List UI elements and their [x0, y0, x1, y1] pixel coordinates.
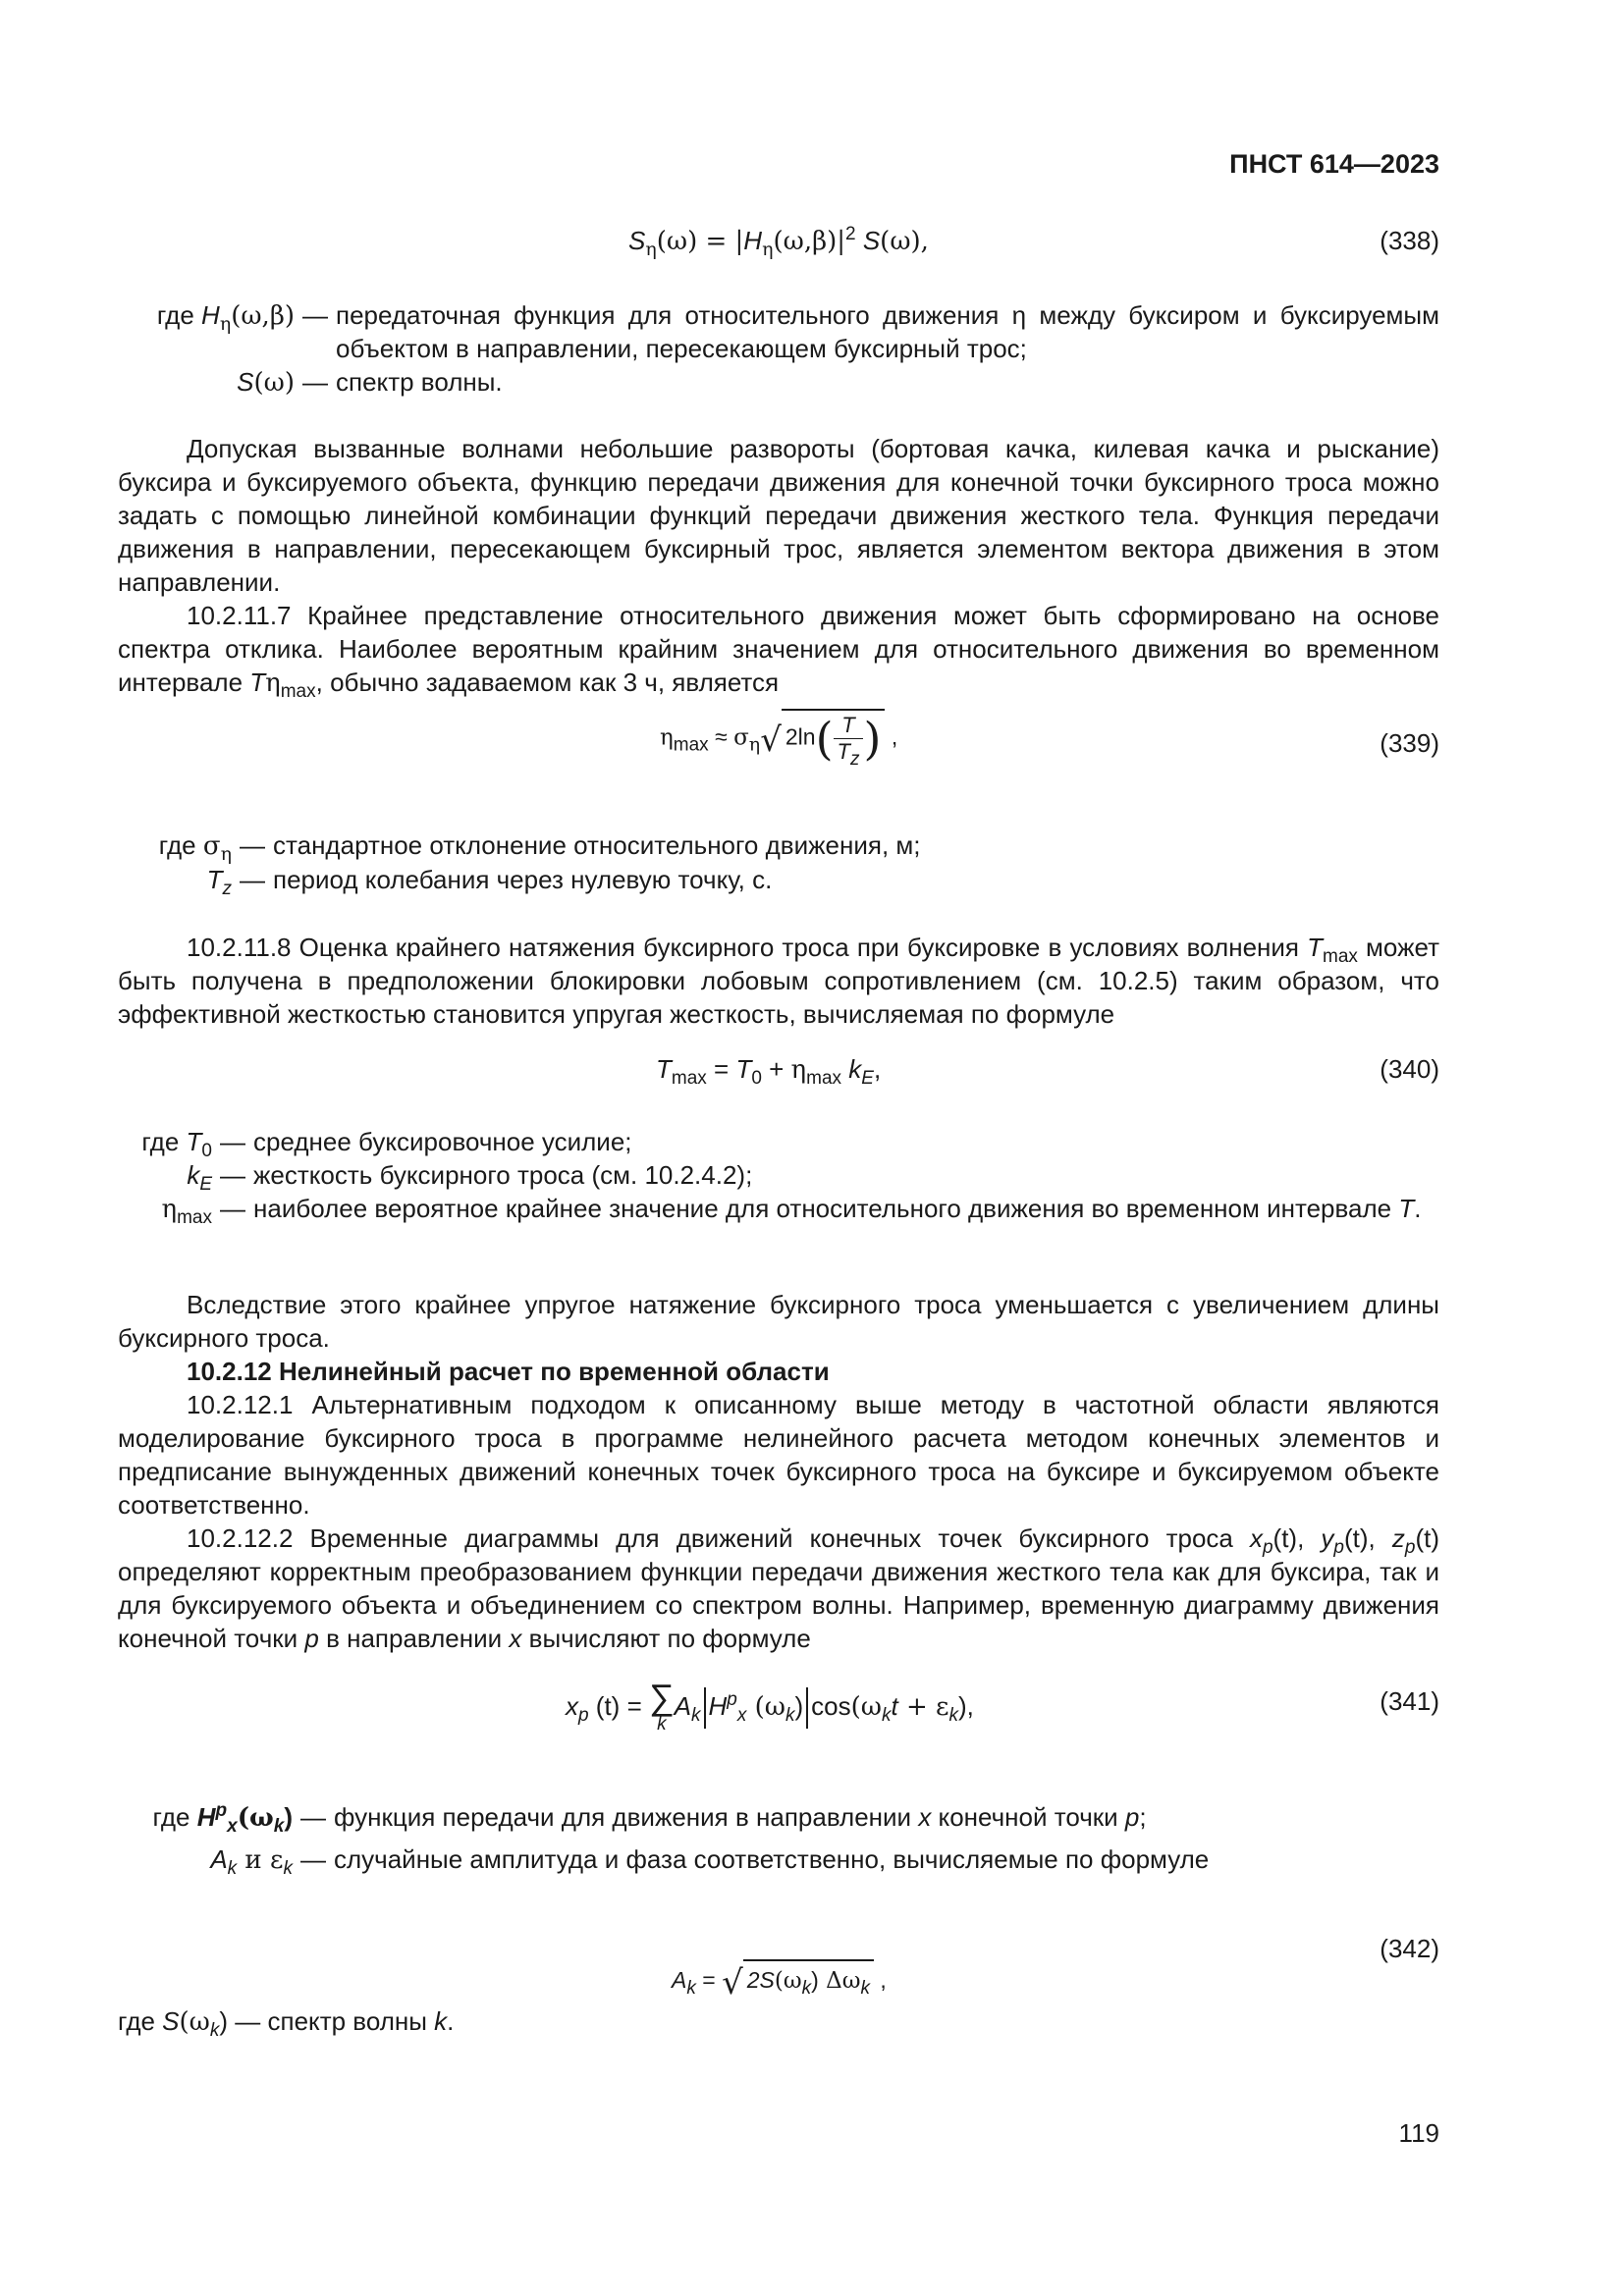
- equation-342-formula: $A_k$ = √ $2S(\omega_k)$ $\Delta\omega_k$ ,: [672, 1959, 887, 1998]
- where-item: где $H^p_x(\omega_k)$ — функция передачи для движения в направлении x конечной точки p;: [118, 1800, 1439, 1835]
- equation-339-number: (339): [1380, 728, 1439, 758]
- paragraph-10-2-11-8: 10.2.11.8 Оценка крайнего натяжения буксирного троса при буксировке в условиях волнения $T_{max}$ может быть получена в предположении блокировки лобовым сопротивлением (см. 10.2.5) таким образом, что эффективной жесткостью становится упругая жесткость, вычисляемая по формуле: [118, 933, 1439, 1029]
- where-description: спектр волны.: [336, 367, 503, 397]
- where-item: где $H_\eta(\omega,\beta)$ — передаточная функция для относительного движения η между буксиром и буксируемым объектом в направлении, пересекающем буксирный трос;: [118, 298, 1439, 365]
- where-list-339: [118, 828, 1439, 899]
- equation-342-number: (342): [1380, 1934, 1439, 1963]
- where-description: среднее буксировочное усилие;: [253, 1127, 632, 1156]
- where-list-338: [118, 298, 1439, 400]
- sqrt-radical: 2ln( $\frac{T}{T_z}$ ): [782, 709, 886, 765]
- where-item: где $T_0$ — среднее буксировочное усилие;: [118, 1125, 1439, 1158]
- section-heading-10-2-12: 10.2.12 Нелинейный расчет по временной области: [187, 1357, 830, 1386]
- equation-339: [118, 709, 1439, 787]
- where-item: $A_k$ и $\varepsilon_k$ — случайные амплитуда и фаза соответственно, вычисляемые по формуле: [118, 1842, 1439, 1877]
- where-description: передаточная функция для относительного движения η между буксиром и буксируемым объектом в направлении, пересекающем буксирный трос;: [336, 300, 1439, 363]
- where-item: S(ω) — спектр волны.: [118, 365, 1439, 400]
- paragraph-10-2-12-2: 10.2.12.2 Временные диаграммы для движений конечных точек буксирного троса $x_p(t)$, $y_p(t)$, $z_p(t)$ определяют корректным преобразованием функции передачи движения жесткого тела как для буксира, так и для буксируемого объекта и объединением со спектром волны. Например, временную диаграмму движения конечной точки p в направлении x вычисляют по формуле: [118, 1523, 1439, 1653]
- paragraph-10-2-11-7: 10.2.11.7 Крайнее представление относительного движения может быть сформировано на основе спектра отклика. Наиболее вероятным крайним значением для относительного движения во временном интервале $T\eta_{max}$, обычно задаваемом как 3 ч, является: [118, 601, 1439, 702]
- equation-340-formula: $T_{max} = T_0 + \eta_{max}$ $k_E$,: [656, 1054, 882, 1089]
- equation-342: [118, 1932, 1439, 2001]
- paragraph-2: Вследствие этого крайнее упругое натяжение буксирного троса уменьшается с увеличением длины буксирного троса.: [118, 1290, 1439, 1353]
- page-number: 119: [1398, 2118, 1439, 2148]
- equation-339-formula: $\eta_{max} \approx \sigma_\eta√$ 2ln( $\frac{T}{T_z}$ ) ,: [660, 709, 897, 765]
- where-description: наиболее вероятное крайнее значение для относительного движения во временном интервале T.: [253, 1194, 1422, 1223]
- where-description: функция передачи для движения в направлении x конечной точки p;: [334, 1802, 1147, 1832]
- where-term: $\eta_{max}$: [161, 1195, 212, 1228]
- paragraph-1: Допуская вызванные волнами небольшие развороты (бортовая качка, килевая качка и рыскание) буксира и буксируемого объекта, функцию передачи движения для конечной точки буксирного троса можно задать с помощью линейной комбинации функций передачи движения жесткого тела. Функция передачи движения в направлении, пересекающем буксирный трос, является элементом вектора движения в этом направлении.: [118, 434, 1439, 597]
- where-term: где $T_0$: [141, 1127, 212, 1161]
- where-line-342: где $S(\omega_k)$ — спектр волны k.: [118, 2006, 455, 2041]
- equation-338-formula: $S_\eta(\omega) = |H_\eta(\omega,\beta)|^2$ S(ω),: [628, 224, 929, 260]
- where-description: жесткость буксирного троса (см. 10.2.4.2);: [253, 1160, 753, 1190]
- where-item: $T_z$ — период колебания через нулевую точку, с.: [118, 863, 1439, 896]
- where-list-340: [118, 1125, 1439, 1226]
- where-description: период колебания через нулевую точку, с.: [273, 865, 773, 894]
- where-term: где $H^p_x(\omega_k)$: [152, 1800, 293, 1837]
- summation: ∑ k: [648, 1677, 675, 1735]
- where-list-341: [118, 1800, 1439, 1877]
- where-item: $k_E$ — жесткость буксирного троса (см. 10.2.4.2);: [118, 1158, 1439, 1192]
- where-term: где $\sigma_\eta$: [158, 830, 232, 865]
- equation-341: [118, 1677, 1439, 1755]
- equation-340-number: (340): [1380, 1054, 1439, 1084]
- where-term: $T_z$: [206, 865, 232, 899]
- where-description: стандартное отклонение относительного движения, м;: [273, 830, 921, 860]
- where-item: где $\sigma_\eta$ — стандартное отклонение относительного движения, м;: [118, 828, 1439, 863]
- where-item: $\eta_{max}$ — наиболее вероятное крайнее значение для относительного движения во временном интервале T.: [118, 1192, 1439, 1226]
- equation-341-number: (341): [1380, 1686, 1439, 1716]
- where-term: где $H_\eta(\omega,\beta)$: [156, 300, 295, 335]
- paragraph-10-2-12-1: 10.2.12.1 Альтернативным подходом к описанному выше методу в частотной области являются моделирование буксирного троса в программе нелинейного расчета методом конечных элементов и предписание вынужденных движений конечных точек буксирного троса на буксире и буксируемом объекте соответственно.: [118, 1390, 1439, 1520]
- where-term: $A_k$ и $\varepsilon_k$: [210, 1844, 293, 1879]
- sqrt-radical: $2S(\omega_k)$ $\Delta\omega_k$: [743, 1959, 874, 1998]
- equation-341-formula: $x_p$ (t) = ∑ k $A_k$ $H^p_x$ $(\omega_k) \cos(\omega_kt + \varepsilon_k)$,: [566, 1677, 974, 1735]
- where-term: S(ω): [237, 367, 295, 398]
- document-code: ПНСТ 614—2023: [1229, 149, 1439, 179]
- where-description: случайные амплитуда и фаза соответственно, вычисляемые по формуле: [334, 1844, 1210, 1874]
- equation-338-number: (338): [1380, 226, 1439, 255]
- fraction: $\frac{T}{T_z}$: [834, 713, 864, 765]
- where-term: $k_E$: [187, 1160, 212, 1195]
